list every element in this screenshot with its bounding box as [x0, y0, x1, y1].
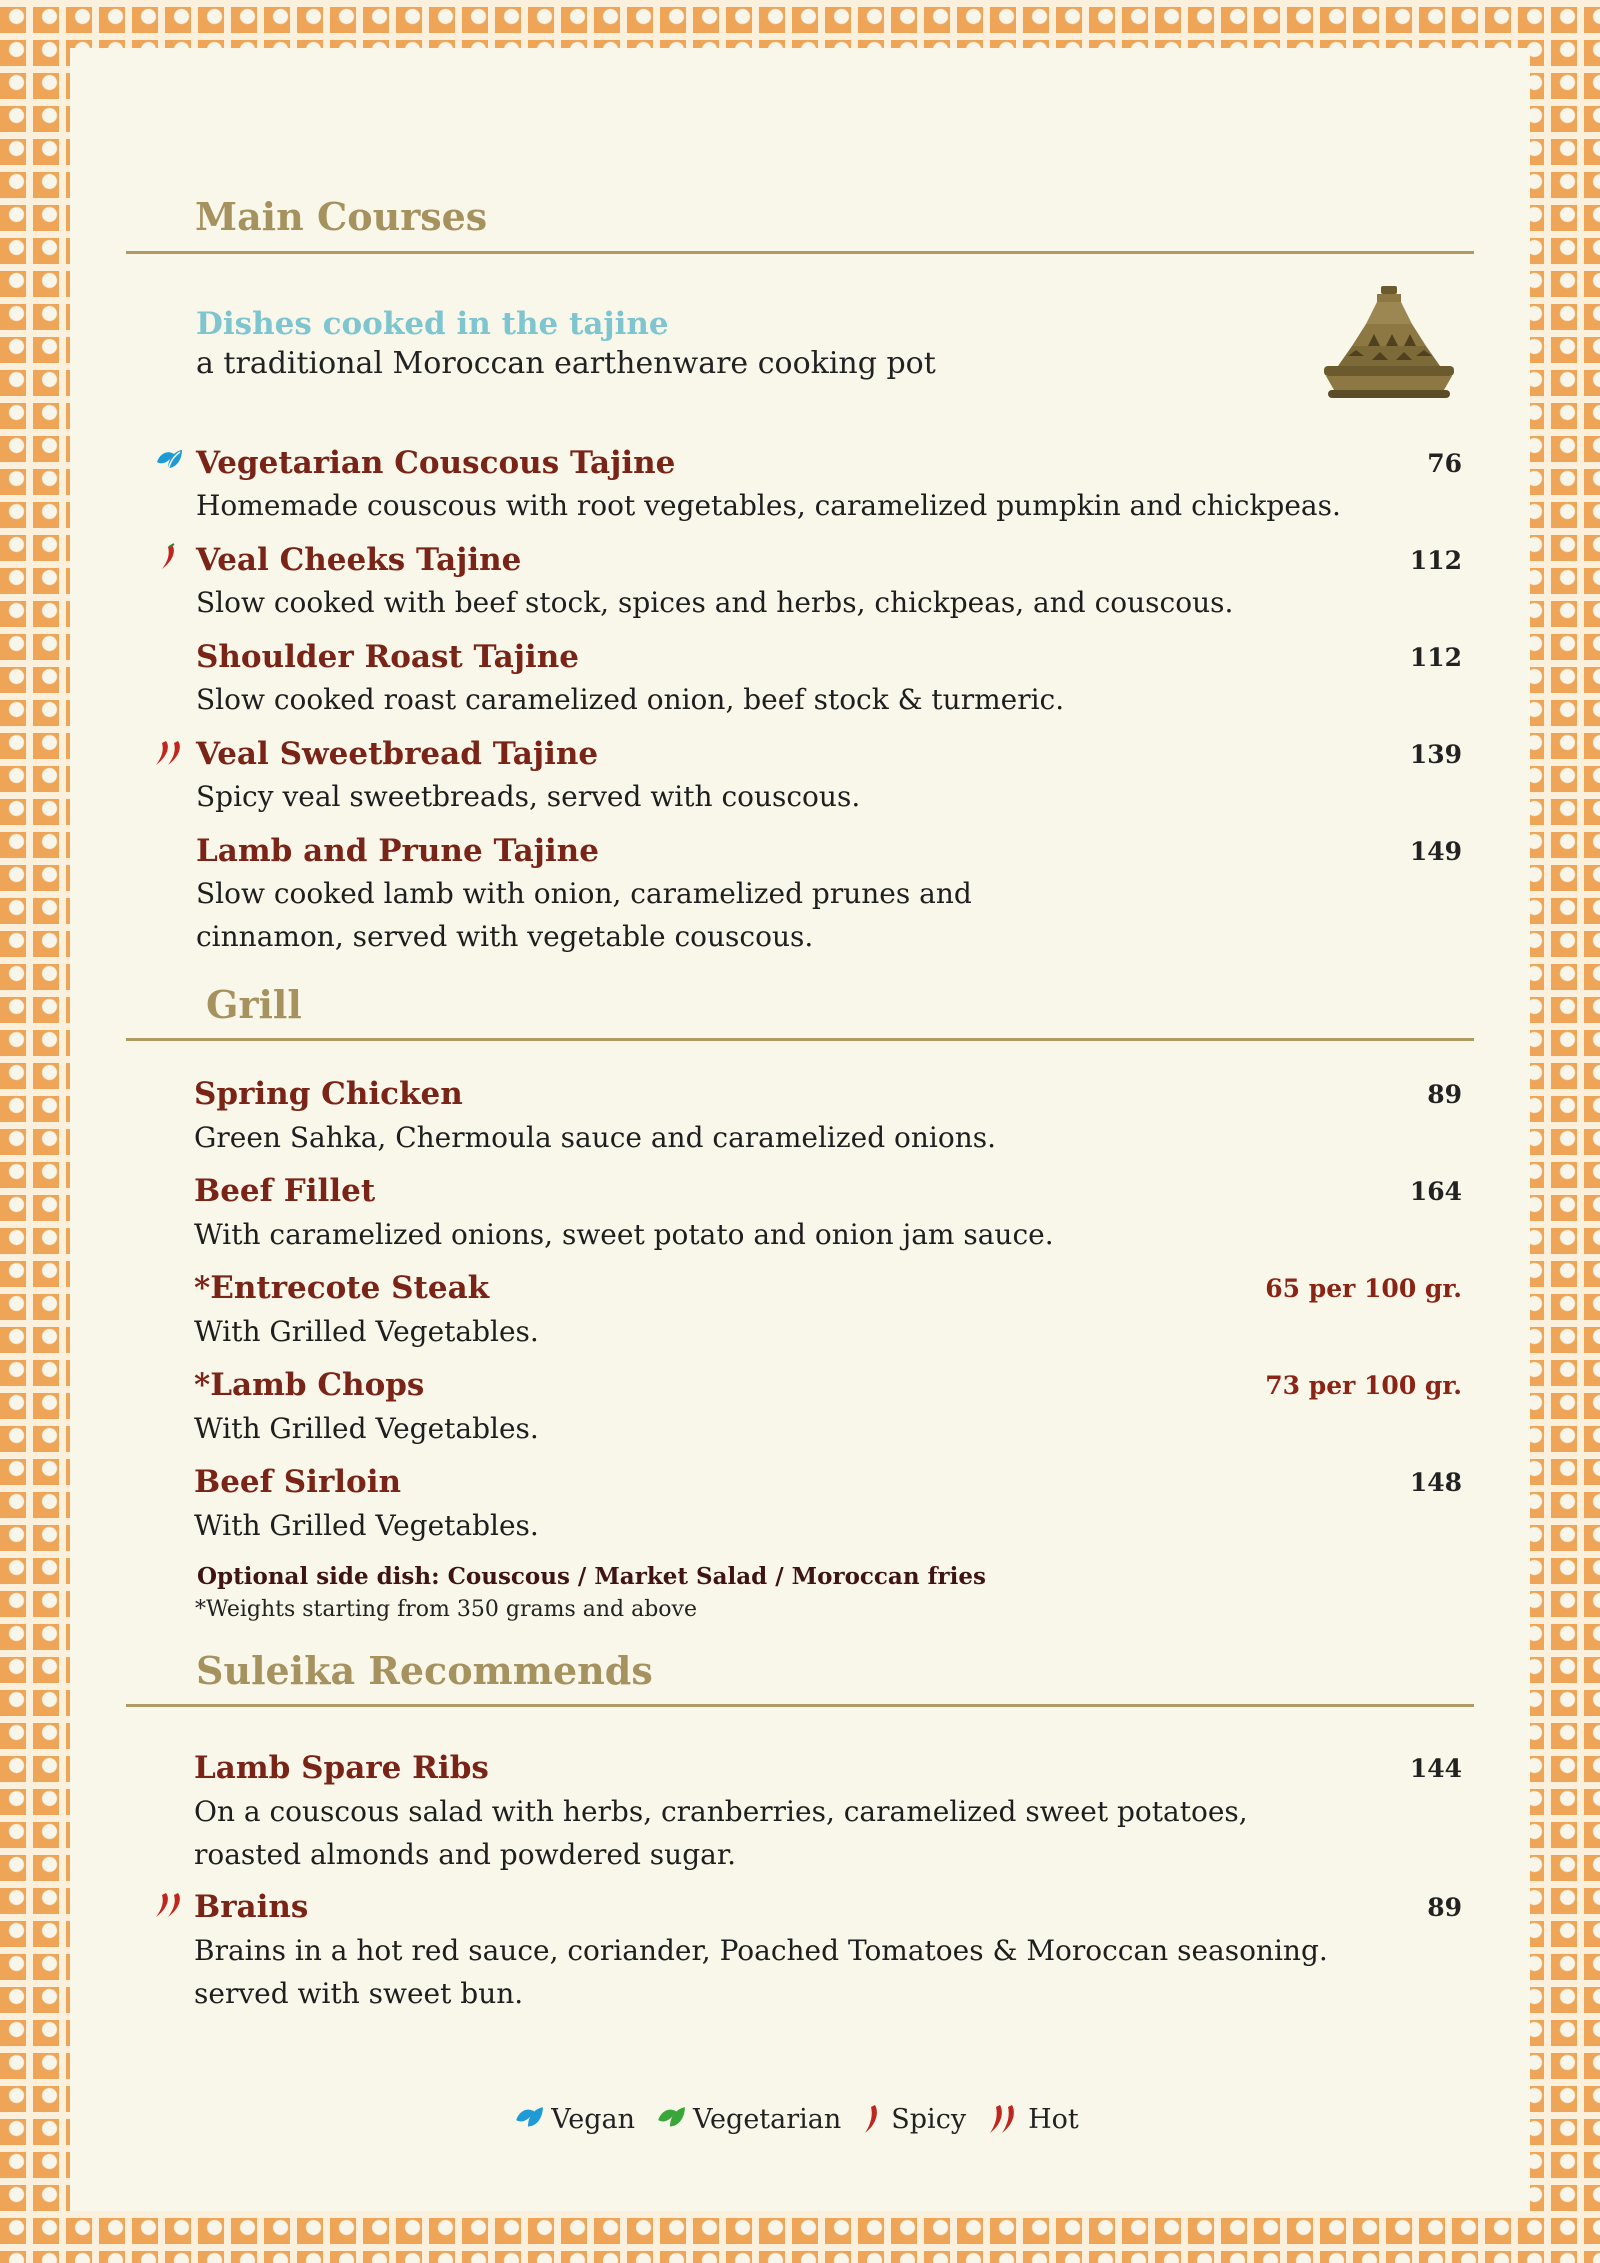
side-dish-note: Optional side dish: Couscous / Market Salad / Moroccan fries — [197, 1563, 986, 1590]
menu-item-name: Brains — [194, 1889, 309, 1925]
menu-item-price: 144 — [1409, 1754, 1462, 1783]
section-title-suleika-recommends: Suleika Recommends — [196, 1648, 653, 1693]
dietary-legend — [70, 2102, 1530, 2136]
menu-item-price: 164 — [1409, 1177, 1462, 1206]
menu-item-price: 73 per 100 gr. — [1265, 1371, 1462, 1400]
menu-item-price: 76 — [1427, 449, 1462, 478]
menu-item-price: 65 per 100 gr. — [1265, 1274, 1462, 1303]
section-divider — [126, 1704, 1474, 1707]
menu-item-name: Veal Sweetbread Tajine — [196, 736, 599, 772]
menu-item-description: Brains in a hot red sauce, coriander, Poached Tomatoes & Moroccan seasoning. — [194, 1934, 1328, 1967]
hot-chili-icon — [986, 2102, 1022, 2136]
menu-item-name: Veal Cheeks Tajine — [196, 542, 522, 578]
menu-item-price: 112 — [1409, 546, 1462, 575]
section-title-main-courses: Main Courses — [195, 194, 488, 239]
menu-item-description: Homemade couscous with root vegetables, caramelized pumpkin and chickpeas. — [196, 489, 1341, 522]
menu-item-name: Beef Sirloin — [194, 1464, 402, 1500]
tajine-intro-title: Dishes cooked in the tajine — [196, 306, 669, 342]
legend-label: Hot — [1028, 2103, 1079, 2135]
spicy-chili-icon — [861, 2102, 885, 2136]
legend-entry-hot — [986, 2102, 1079, 2136]
menu-item-name: *Lamb Chops — [194, 1367, 425, 1403]
menu-item-name: Beef Fillet — [194, 1173, 376, 1209]
menu-page — [70, 48, 1530, 2211]
menu-item-name: *Entrecote Steak — [194, 1270, 490, 1306]
vegan-leaf-icon — [513, 2103, 545, 2135]
menu-item-price: 89 — [1427, 1893, 1462, 1922]
menu-item-price: 148 — [1409, 1468, 1462, 1497]
tajine-intro-subtitle: a traditional Moroccan earthenware cooking pot — [196, 346, 936, 381]
menu-item-description: Slow cooked roast caramelized onion, beef stock & turmeric. — [196, 683, 1065, 716]
menu-item-description: Slow cooked lamb with onion, caramelized prunes and — [196, 877, 972, 910]
menu-item-description: served with sweet bun. — [194, 1977, 524, 2010]
hot-chili-icon — [152, 1890, 186, 1920]
menu-item-description: Spicy veal sweetbreads, served with couscous. — [196, 780, 861, 813]
legend-label: Vegetarian — [693, 2103, 842, 2135]
menu-item-price: 149 — [1409, 837, 1462, 866]
menu-item-description: With Grilled Vegetables. — [194, 1315, 539, 1348]
vegetarian-leaf-icon — [655, 2103, 687, 2135]
section-divider — [126, 1038, 1474, 1041]
legend-label: Vegan — [551, 2103, 636, 2135]
hot-chili-icon — [152, 738, 186, 768]
menu-item-description: roasted almonds and powdered sugar. — [194, 1838, 737, 1871]
section-title-grill: Grill — [206, 982, 302, 1027]
spicy-chili-icon — [154, 542, 184, 572]
menu-item-name: Shoulder Roast Tajine — [196, 639, 579, 675]
menu-item-name: Lamb and Prune Tajine — [196, 833, 599, 869]
menu-item-name: Spring Chicken — [194, 1076, 463, 1112]
section-divider — [126, 251, 1474, 254]
menu-item-price: 139 — [1409, 740, 1462, 769]
menu-item-description: Slow cooked with beef stock, spices and herbs, chickpeas, and couscous. — [196, 586, 1234, 619]
menu-item-price: 89 — [1427, 1080, 1462, 1109]
menu-item-name: Lamb Spare Ribs — [194, 1750, 489, 1786]
menu-item-description: With caramelized onions, sweet potato and onion jam sauce. — [194, 1218, 1054, 1251]
weights-note: *Weights starting from 350 grams and above — [195, 1597, 697, 1622]
legend-entry-vegetarian — [655, 2103, 841, 2135]
tajine-pot-icon — [1316, 284, 1462, 408]
legend-label: Spicy — [891, 2103, 967, 2135]
legend-entry-spicy — [861, 2102, 966, 2136]
menu-item-description: With Grilled Vegetables. — [194, 1412, 539, 1445]
menu-item-price: 112 — [1409, 643, 1462, 672]
menu-item-description: Green Sahka, Chermoula sauce and caramelized onions. — [194, 1121, 997, 1154]
menu-item-description: On a couscous salad with herbs, cranberries, caramelized sweet potatoes, — [194, 1795, 1248, 1828]
menu-item-name: Vegetarian Couscous Tajine — [196, 445, 676, 481]
menu-item-description: cinnamon, served with vegetable couscous. — [196, 920, 814, 953]
legend-entry-vegan — [513, 2103, 635, 2135]
vegan-leaf-icon — [154, 446, 184, 476]
menu-item-description: With Grilled Vegetables. — [194, 1509, 539, 1542]
